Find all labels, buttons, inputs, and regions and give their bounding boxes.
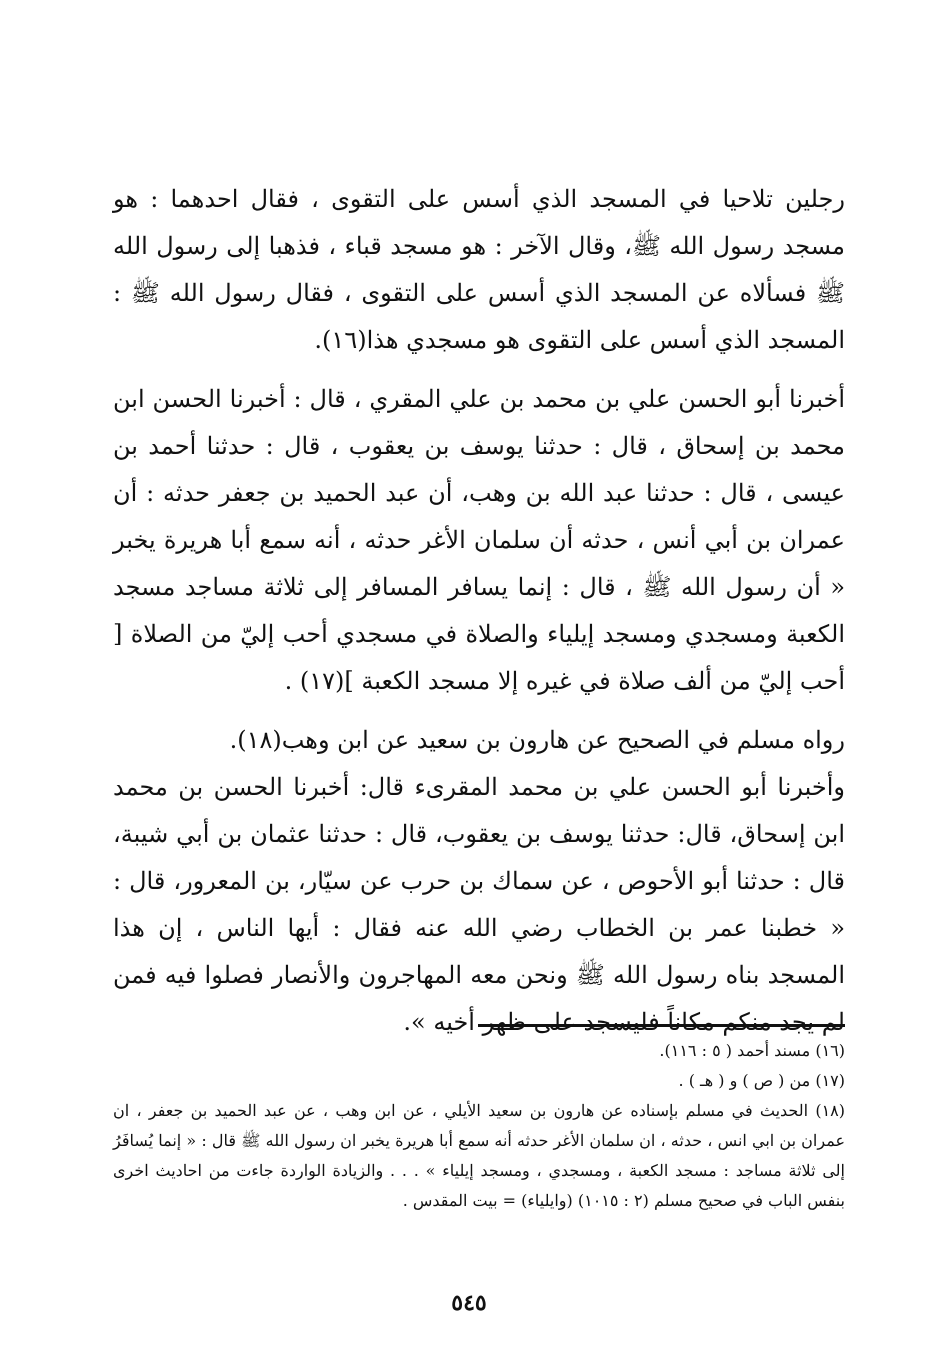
body-paragraph-2: أخبرنا أبو الحسن علي بن محمد بن علي المقري ، قال : أخبرنا الحسن ابن محمد بن إسحاق ، قال : حدثنا يوسف بن يعقوب ، قال : حدثنا أحمد بن عيسى ، قال : حدثنا عبد الله بن وهب، أن عبد الحميد بن جعفر حدثه : أن عمران بن أبي أنس ، حدثه أن سلمان الأغر حدثه ، أنه سمع أبا هريرة يخبر « أن رسول الله ﷺ ، قال : إنما يسافر المسافر إلى ثلاثة مساجد مسجد الكعبة ومسجدي ومسجد إيلياء والصلاة في مسجدي أحب إليّ من الصلاة [ أحب إليّ من ألف صلاة في غيره إلا مسجد الكعبة ](١٧) . [113, 385, 846, 695]
body-paragraph-1: رجلين تلاحيا في المسجد الذي أسس على التقوى ، فقال احدهما : هو مسجد رسول الله ﷺ، وقال الآخر : هو مسجد قباء ، فذهبا إلى رسول الله ﷺ فسألاه عن المسجد الذي أسس على التقوى ، فقال رسول الله ﷺ : المسجد الذي أسس على التقوى هو مسجدي هذا(١٦). [113, 185, 845, 354]
footnote-17: (١٧) من ( ص ) و ( هـ ) . [678, 1071, 845, 1090]
paragraph-spacer [113, 364, 845, 376]
body-paragraph-3: رواه مسلم في الصحيح عن هارون بن سعيد عن ابن وهب(١٨). [229, 726, 845, 754]
footnote-separator [478, 1024, 845, 1027]
main-text [113, 176, 845, 1046]
body-paragraph-4: وأخبرنا أبو الحسن علي بن محمد المقرىء قال: أخبرنا الحسن بن محمد ابن إسحاق، قال: حدثنا يوسف بن يعقوب، قال : حدثنا عثمان بن أبي شيبة، قال : حدثنا أبو الأحوص ، عن سماك بن حرب عن سيّار، بن المعرور، قال : « خطبنا عمر بن الخطاب رضي الله عنه فقال : أيها الناس ، إن هذا المسجد بناه رسول الله ﷺ ونحن معه المهاجرون والأنصار فصلوا فيه فمن لم يجد منكم مكاناً فليسجد على ظهر أخيه ». [113, 773, 845, 1036]
paragraph-spacer [113, 705, 845, 717]
footnotes [113, 1036, 845, 1216]
page-number: ٥٤٥ [451, 1290, 487, 1316]
footnote-18: (١٨) الحديث في مسلم بإسناده عن هارون بن سعيد الأيلي ، عن ابن وهب ، عن عبد الحميد بن جعفر ، ان عمران بن ابي انس ، حدثه ، ان سلمان الأغر حدثه أنه سمع أبا هريرة يخبر ان رسول الله ﷺ قال : « إنما يُسافَرُ إلى ثلاثة مساجد : مسجد الكعبة ، ومسجدي ، ومسجد إيلياء » . . . والزيادة الواردة جاءت من احاديث اخرى بنفس الباب في صحيح مسلم (٢ : ١٠١٥) (وايلياء) = بيت المقدس . [113, 1101, 845, 1210]
footnote-16: (١٦) مسند أحمد ( ٥ : ١١٦). [659, 1041, 845, 1060]
